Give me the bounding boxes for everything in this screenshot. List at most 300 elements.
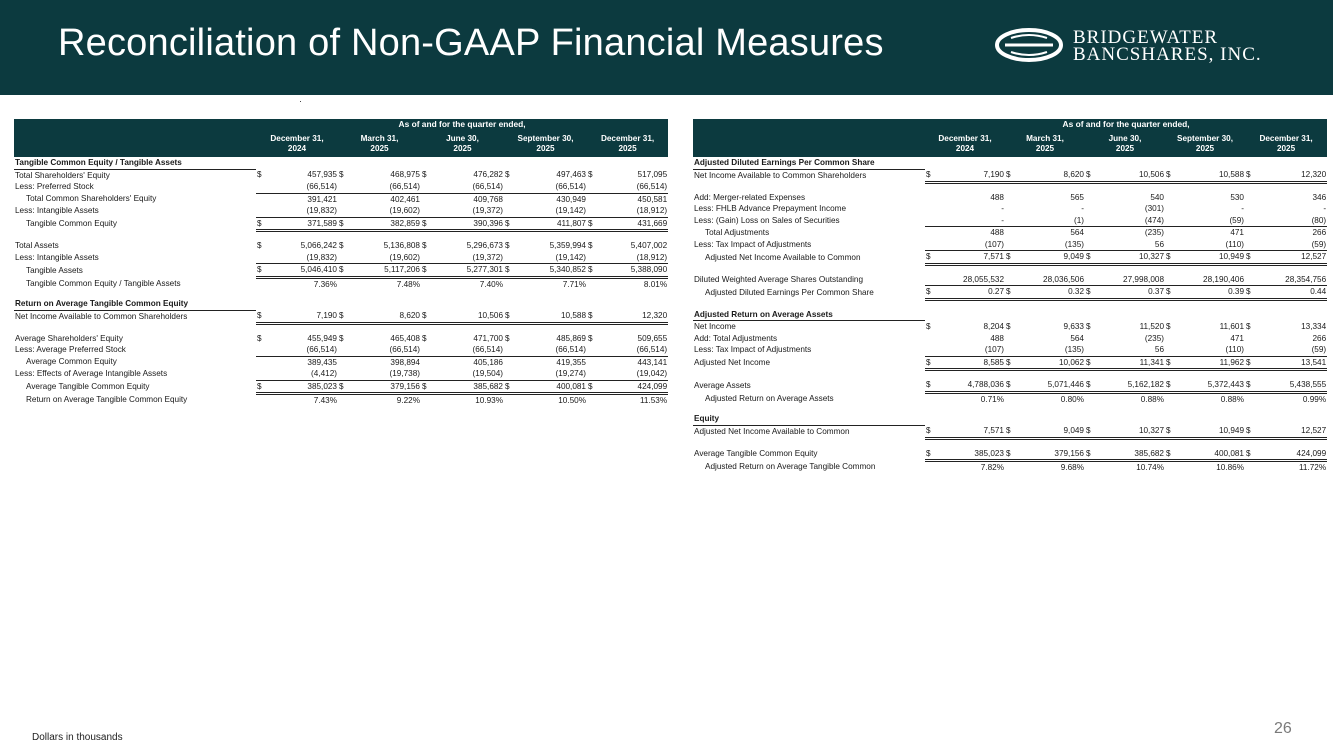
table-row <box>693 321 1327 333</box>
currency-symbol <box>1085 333 1095 345</box>
empty-cell <box>504 157 514 169</box>
section-title: Return on Average Tangible Common Equity <box>14 298 256 310</box>
value-cell: 7.36% <box>313 279 337 289</box>
currency-symbol: $ <box>587 310 597 323</box>
value-cell: 8,585 <box>935 356 1005 370</box>
currency-symbol: $ <box>1005 448 1015 461</box>
currency-symbol: $ <box>1245 448 1255 461</box>
currency-symbol: $ <box>925 356 935 370</box>
currency-symbol <box>1245 461 1255 474</box>
row-label: Tangible Common Equity / Tangible Assets <box>26 278 181 288</box>
currency-symbol: $ <box>505 333 510 343</box>
currency-symbol <box>1005 274 1015 286</box>
table-row <box>14 356 668 368</box>
currency-symbol <box>256 277 266 290</box>
value-cell: 10,588 <box>1175 169 1245 182</box>
currency-symbol <box>256 193 266 205</box>
value-cell: 10.86% <box>1216 463 1244 472</box>
empty-cell <box>935 309 1005 321</box>
currency-symbol <box>1085 192 1095 204</box>
column-header <box>504 131 587 157</box>
row-label: Total Common Shareholders' Equity <box>26 194 157 204</box>
value-cell: (59) <box>1175 215 1245 227</box>
value-cell: 5,359,994 <box>549 241 586 250</box>
value-cell: 564 <box>1070 333 1084 343</box>
currency-symbol <box>587 277 597 290</box>
value-cell: (59) <box>1255 239 1327 251</box>
value-cell: 0.32 <box>1015 286 1085 300</box>
value-cell: 497,463 <box>556 170 586 180</box>
currency-symbol <box>338 356 348 368</box>
column-header <box>1005 131 1085 157</box>
value-cell: 488 <box>990 192 1004 202</box>
currency-symbol <box>587 394 597 407</box>
currency-symbol <box>587 205 597 217</box>
currency-symbol: $ <box>256 380 266 394</box>
table-row <box>14 193 668 205</box>
currency-symbol: $ <box>1165 169 1175 182</box>
value-cell: 379,156 <box>1015 448 1085 461</box>
currency-symbol <box>504 193 514 205</box>
currency-symbol <box>1085 274 1095 286</box>
left-financial-table <box>14 119 668 407</box>
value-cell: 12,527 <box>1255 251 1327 265</box>
currency-symbol: $ <box>1085 448 1095 461</box>
table-row <box>14 169 668 181</box>
value-cell: 540 <box>1150 192 1164 202</box>
empty-cell <box>1085 309 1095 321</box>
currency-symbol <box>421 368 431 380</box>
currency-symbol <box>1085 344 1095 356</box>
table-row <box>14 264 668 278</box>
row-label: Less: Preferred Stock <box>15 182 94 192</box>
value-cell: (107) <box>935 239 1005 251</box>
empty-cell <box>1165 157 1175 169</box>
value-cell: 471,700 <box>473 333 503 343</box>
column-header-date: December 31, <box>600 133 655 143</box>
value-cell: (66,514) <box>266 181 338 193</box>
currency-symbol <box>1005 333 1015 345</box>
row-label: Average Assets <box>694 380 751 390</box>
empty-cell <box>256 157 266 169</box>
value-cell: (135) <box>1015 239 1085 251</box>
value-cell: 8.01% <box>643 279 668 289</box>
value-cell: 4,788,036 <box>935 379 1005 392</box>
logo-line-1: BRIDGEWATER <box>1073 27 1219 48</box>
table-row <box>693 215 1327 227</box>
value-cell: 385,023 <box>266 380 338 394</box>
value-cell: 465,408 <box>390 333 420 343</box>
value-cell: 400,081 <box>514 380 587 394</box>
value-cell: 385,023 <box>935 448 1005 461</box>
value-cell: 5,117,206 <box>348 264 421 278</box>
currency-symbol: $ <box>1165 251 1175 265</box>
spacer-cell <box>693 182 1327 192</box>
currency-symbol <box>1085 203 1095 215</box>
empty-cell <box>338 298 348 310</box>
empty-cell <box>1015 157 1085 169</box>
row-label: Average Shareholders' Equity <box>15 333 123 343</box>
empty-cell <box>1255 157 1327 169</box>
currency-symbol <box>1005 192 1015 204</box>
spacer-cell <box>693 264 1327 274</box>
value-cell: 28,055,532 <box>935 274 1005 286</box>
currency-symbol <box>1245 215 1255 227</box>
column-header-year: 2025 <box>370 144 389 153</box>
table-row <box>693 356 1327 370</box>
spacer-row <box>693 438 1327 448</box>
value-cell: 402,461 <box>390 194 420 204</box>
empty-cell <box>1015 413 1085 425</box>
row-label: Net Income Available to Common Shareholders <box>694 171 867 180</box>
value-cell: 12,527 <box>1255 425 1327 438</box>
currency-symbol <box>1085 227 1095 239</box>
currency-symbol <box>421 181 431 193</box>
value-cell: 5,162,182 <box>1095 379 1165 392</box>
column-header-row <box>14 131 668 157</box>
empty-cell <box>1005 413 1015 425</box>
currency-symbol: $ <box>1006 321 1011 331</box>
currency-symbol: $ <box>1165 448 1175 461</box>
currency-symbol <box>338 368 348 380</box>
value-cell: 12,320 <box>1255 169 1327 182</box>
value-cell: 5,296,673 <box>466 241 503 250</box>
value-cell: 0.37 <box>1095 286 1165 300</box>
value-cell: 471 <box>1230 228 1244 237</box>
spacer-cell <box>14 290 668 298</box>
value-cell: 10.93% <box>475 396 503 405</box>
currency-symbol: $ <box>1245 286 1255 300</box>
section-header-row <box>693 157 1327 169</box>
empty-cell <box>597 157 668 169</box>
value-cell: 390,396 <box>431 217 504 231</box>
empty-cell <box>1175 413 1245 425</box>
value-cell: 9,633 <box>1063 321 1084 331</box>
value-cell: 457,935 <box>307 170 337 180</box>
spacer-row <box>693 370 1327 380</box>
value-cell: (110) <box>1175 239 1245 251</box>
row-label: Adjusted Net Income Available to Common <box>705 252 861 262</box>
currency-symbol <box>925 274 935 286</box>
value-cell: (19,832) <box>266 252 338 264</box>
value-cell: 10.74% <box>1136 463 1164 472</box>
currency-symbol: $ <box>1005 169 1015 182</box>
value-cell: 411,807 <box>514 217 587 231</box>
empty-cell <box>935 413 1005 425</box>
currency-symbol: $ <box>257 241 262 250</box>
section-header-row <box>14 298 668 310</box>
column-header-date: December 31, <box>938 133 992 143</box>
row-label: Return on Average Tangible Common Equity <box>26 395 188 405</box>
currency-symbol: $ <box>339 170 344 180</box>
empty-cell <box>925 413 935 425</box>
row-label: Tangible Assets <box>26 265 83 275</box>
currency-symbol <box>504 205 514 217</box>
value-cell: (107) <box>935 344 1005 356</box>
value-cell: 9.22% <box>396 396 420 405</box>
value-cell: (474) <box>1095 215 1165 227</box>
empty-cell <box>421 157 431 169</box>
column-header-year: 2025 <box>1035 144 1055 153</box>
value-cell: 0.99% <box>1302 394 1327 404</box>
currency-symbol <box>338 205 348 217</box>
value-cell: 5,372,443 <box>1175 379 1245 392</box>
value-cell: 13,541 <box>1255 356 1327 370</box>
currency-symbol <box>1165 461 1175 474</box>
currency-symbol <box>925 215 935 227</box>
table-row <box>693 286 1327 300</box>
empty-cell <box>1245 309 1255 321</box>
value-cell: - <box>1081 204 1084 213</box>
empty-cell <box>431 298 504 310</box>
row-label: Diluted Weighted Average Shares Outstanding <box>694 274 864 284</box>
spacer-row <box>14 231 668 241</box>
value-cell: 9,049 <box>1015 251 1085 265</box>
value-cell: 5,136,808 <box>383 241 420 250</box>
currency-symbol <box>256 368 266 380</box>
value-cell: 56 <box>1095 344 1165 356</box>
spacer-cell <box>693 370 1327 380</box>
value-cell: 450,581 <box>637 194 668 204</box>
table-row <box>693 448 1327 461</box>
value-cell: 419,355 <box>556 357 586 367</box>
spacer-cell <box>693 405 1327 413</box>
currency-symbol: $ <box>1005 379 1015 392</box>
value-cell: (4,412) <box>266 368 338 380</box>
currency-symbol: $ <box>338 264 348 278</box>
currency-symbol <box>338 277 348 290</box>
table-row <box>14 310 668 323</box>
value-cell: 409,768 <box>473 194 503 204</box>
currency-symbol: $ <box>1005 251 1015 265</box>
value-cell: 5,438,555 <box>1255 379 1327 392</box>
value-cell: (19,142) <box>514 205 587 217</box>
column-header-date: September 30, <box>517 133 574 143</box>
value-cell: 11.72% <box>1298 463 1327 472</box>
currency-symbol <box>925 227 935 239</box>
value-cell: - <box>935 215 1005 227</box>
value-cell: 0.44 <box>1255 286 1327 300</box>
value-cell: - <box>1001 204 1004 213</box>
empty-cell <box>1255 413 1327 425</box>
stray-dot <box>300 101 301 102</box>
currency-symbol: $ <box>339 333 344 343</box>
currency-symbol: $ <box>256 217 266 231</box>
row-label: Less: Tax Impact of Adjustments <box>694 345 812 355</box>
empty-cell <box>431 157 504 169</box>
currency-symbol <box>256 394 266 407</box>
empty-cell <box>338 157 348 169</box>
value-cell: 7,190 <box>266 310 338 323</box>
currency-symbol: $ <box>422 170 427 180</box>
value-cell: 5,071,446 <box>1015 379 1085 392</box>
value-cell: 400,081 <box>1175 448 1245 461</box>
value-cell: 455,949 <box>307 333 337 343</box>
currency-symbol <box>1245 333 1255 345</box>
currency-symbol: $ <box>1085 286 1095 300</box>
empty-cell <box>266 298 338 310</box>
empty-cell <box>587 298 597 310</box>
currency-symbol <box>925 461 935 474</box>
value-cell: 7,571 <box>935 251 1005 265</box>
value-cell: 0.80% <box>1060 394 1084 404</box>
value-cell: (110) <box>1175 344 1245 356</box>
currency-symbol: $ <box>421 217 431 231</box>
value-cell: 5,388,090 <box>597 264 668 278</box>
value-cell: (19,372) <box>431 252 504 264</box>
value-cell: 8,204 <box>983 321 1004 331</box>
column-header-year: 2025 <box>536 144 555 153</box>
currency-symbol <box>504 394 514 407</box>
value-cell: (18,912) <box>597 252 668 264</box>
value-cell: 5,066,242 <box>300 241 337 250</box>
empty-cell <box>1245 413 1255 425</box>
currency-symbol <box>338 394 348 407</box>
empty-cell <box>1085 157 1095 169</box>
currency-symbol: $ <box>1085 251 1095 265</box>
period-header-row <box>693 119 1327 131</box>
currency-symbol <box>1165 239 1175 251</box>
table-row <box>693 344 1327 356</box>
header-blank <box>693 119 925 131</box>
table-row <box>14 277 668 290</box>
table-row <box>14 240 668 252</box>
value-cell: 424,099 <box>1255 448 1327 461</box>
row-label: Less: Intangible Assets <box>15 252 99 262</box>
currency-symbol <box>421 356 431 368</box>
currency-symbol: $ <box>338 310 348 323</box>
currency-symbol: $ <box>1245 425 1255 438</box>
currency-symbol <box>925 333 935 345</box>
header-bar <box>0 0 1333 95</box>
value-cell: 8,620 <box>348 310 421 323</box>
currency-symbol: $ <box>925 286 935 300</box>
value-cell: (66,514) <box>266 344 338 356</box>
currency-symbol: $ <box>925 251 935 265</box>
section-header-row <box>693 309 1327 321</box>
currency-symbol <box>925 203 935 215</box>
currency-symbol: $ <box>422 333 427 343</box>
column-header-date: December 31, <box>270 133 324 143</box>
value-cell: 56 <box>1095 239 1165 251</box>
currency-symbol <box>925 239 935 251</box>
value-cell: 11,962 <box>1175 356 1245 370</box>
column-header-year: 2025 <box>618 144 637 153</box>
value-cell: 10,062 <box>1015 356 1085 370</box>
table-row <box>693 227 1327 239</box>
value-cell: (66,514) <box>514 344 587 356</box>
value-cell: 346 <box>1312 192 1327 202</box>
row-label: Net Income Available to Common Shareholders <box>15 312 188 321</box>
empty-cell <box>1165 309 1175 321</box>
value-cell: 11.53% <box>639 396 668 405</box>
spacer-cell <box>693 438 1327 448</box>
currency-symbol <box>925 192 935 204</box>
currency-symbol <box>338 344 348 356</box>
currency-symbol <box>587 356 597 368</box>
column-header-date: March 31, <box>1026 133 1064 143</box>
currency-symbol <box>587 344 597 356</box>
row-label: Less: Average Preferred Stock <box>15 345 126 355</box>
value-cell: 9,049 <box>1015 425 1085 438</box>
value-cell: (66,514) <box>348 344 421 356</box>
currency-symbol <box>421 193 431 205</box>
currency-symbol <box>256 356 266 368</box>
currency-symbol <box>338 252 348 264</box>
value-cell: 485,869 <box>556 333 586 343</box>
currency-symbol <box>421 252 431 264</box>
row-label: Adjusted Diluted Earnings Per Common Share <box>705 287 874 297</box>
value-cell: 5,407,002 <box>630 241 668 250</box>
empty-cell <box>1255 309 1327 321</box>
column-header-date: June 30, <box>446 133 479 143</box>
currency-symbol <box>1085 215 1095 227</box>
value-cell: 7.82% <box>980 463 1004 472</box>
value-cell: 7,571 <box>935 425 1005 438</box>
row-label: Adjusted Net Income <box>694 358 771 367</box>
value-cell: - <box>1323 204 1327 213</box>
row-label: Average Tangible Common Equity <box>26 382 150 391</box>
empty-cell <box>1095 413 1165 425</box>
bridgewater-logo-icon <box>993 26 1065 64</box>
value-cell: 11,341 <box>1095 356 1165 370</box>
currency-symbol <box>256 344 266 356</box>
currency-symbol <box>1005 215 1015 227</box>
table-row <box>693 392 1327 405</box>
column-header-year: 2025 <box>453 144 472 153</box>
currency-symbol <box>1085 461 1095 474</box>
currency-symbol: $ <box>338 217 348 231</box>
currency-symbol: $ <box>257 170 262 180</box>
right-financial-table <box>693 119 1327 474</box>
currency-symbol: $ <box>1165 379 1175 392</box>
spacer-row <box>14 290 668 298</box>
empty-cell <box>348 157 421 169</box>
currency-symbol: $ <box>1245 169 1255 182</box>
table-row <box>14 368 668 380</box>
currency-symbol <box>1165 215 1175 227</box>
column-header-year: 2024 <box>955 144 975 153</box>
row-label: Less: Intangible Assets <box>15 206 99 216</box>
period-header-row <box>14 119 668 131</box>
value-cell: (18,912) <box>597 205 668 217</box>
currency-symbol <box>338 181 348 193</box>
row-label: Less: Tax Impact of Adjustments <box>694 239 812 249</box>
row-label: Total Adjustments <box>705 227 770 237</box>
value-cell: 11,601 <box>1219 321 1244 331</box>
value-cell: 7,190 <box>935 169 1005 182</box>
currency-symbol <box>256 181 266 193</box>
value-cell: (19,504) <box>431 368 504 380</box>
currency-symbol <box>504 368 514 380</box>
column-header <box>925 131 1005 157</box>
empty-cell <box>935 157 1005 169</box>
currency-symbol <box>338 193 348 205</box>
table-row <box>14 252 668 264</box>
empty-cell <box>597 298 668 310</box>
currency-symbol: $ <box>504 217 514 231</box>
currency-symbol <box>587 193 597 205</box>
currency-symbol: $ <box>1085 356 1095 370</box>
value-cell: (19,602) <box>348 205 421 217</box>
currency-symbol: $ <box>588 170 593 180</box>
currency-symbol <box>256 252 266 264</box>
value-cell: 385,682 <box>1095 448 1165 461</box>
currency-symbol: $ <box>338 380 348 394</box>
table-row <box>14 205 668 217</box>
value-cell: 10,588 <box>514 310 587 323</box>
value-cell: (66,514) <box>597 181 668 193</box>
